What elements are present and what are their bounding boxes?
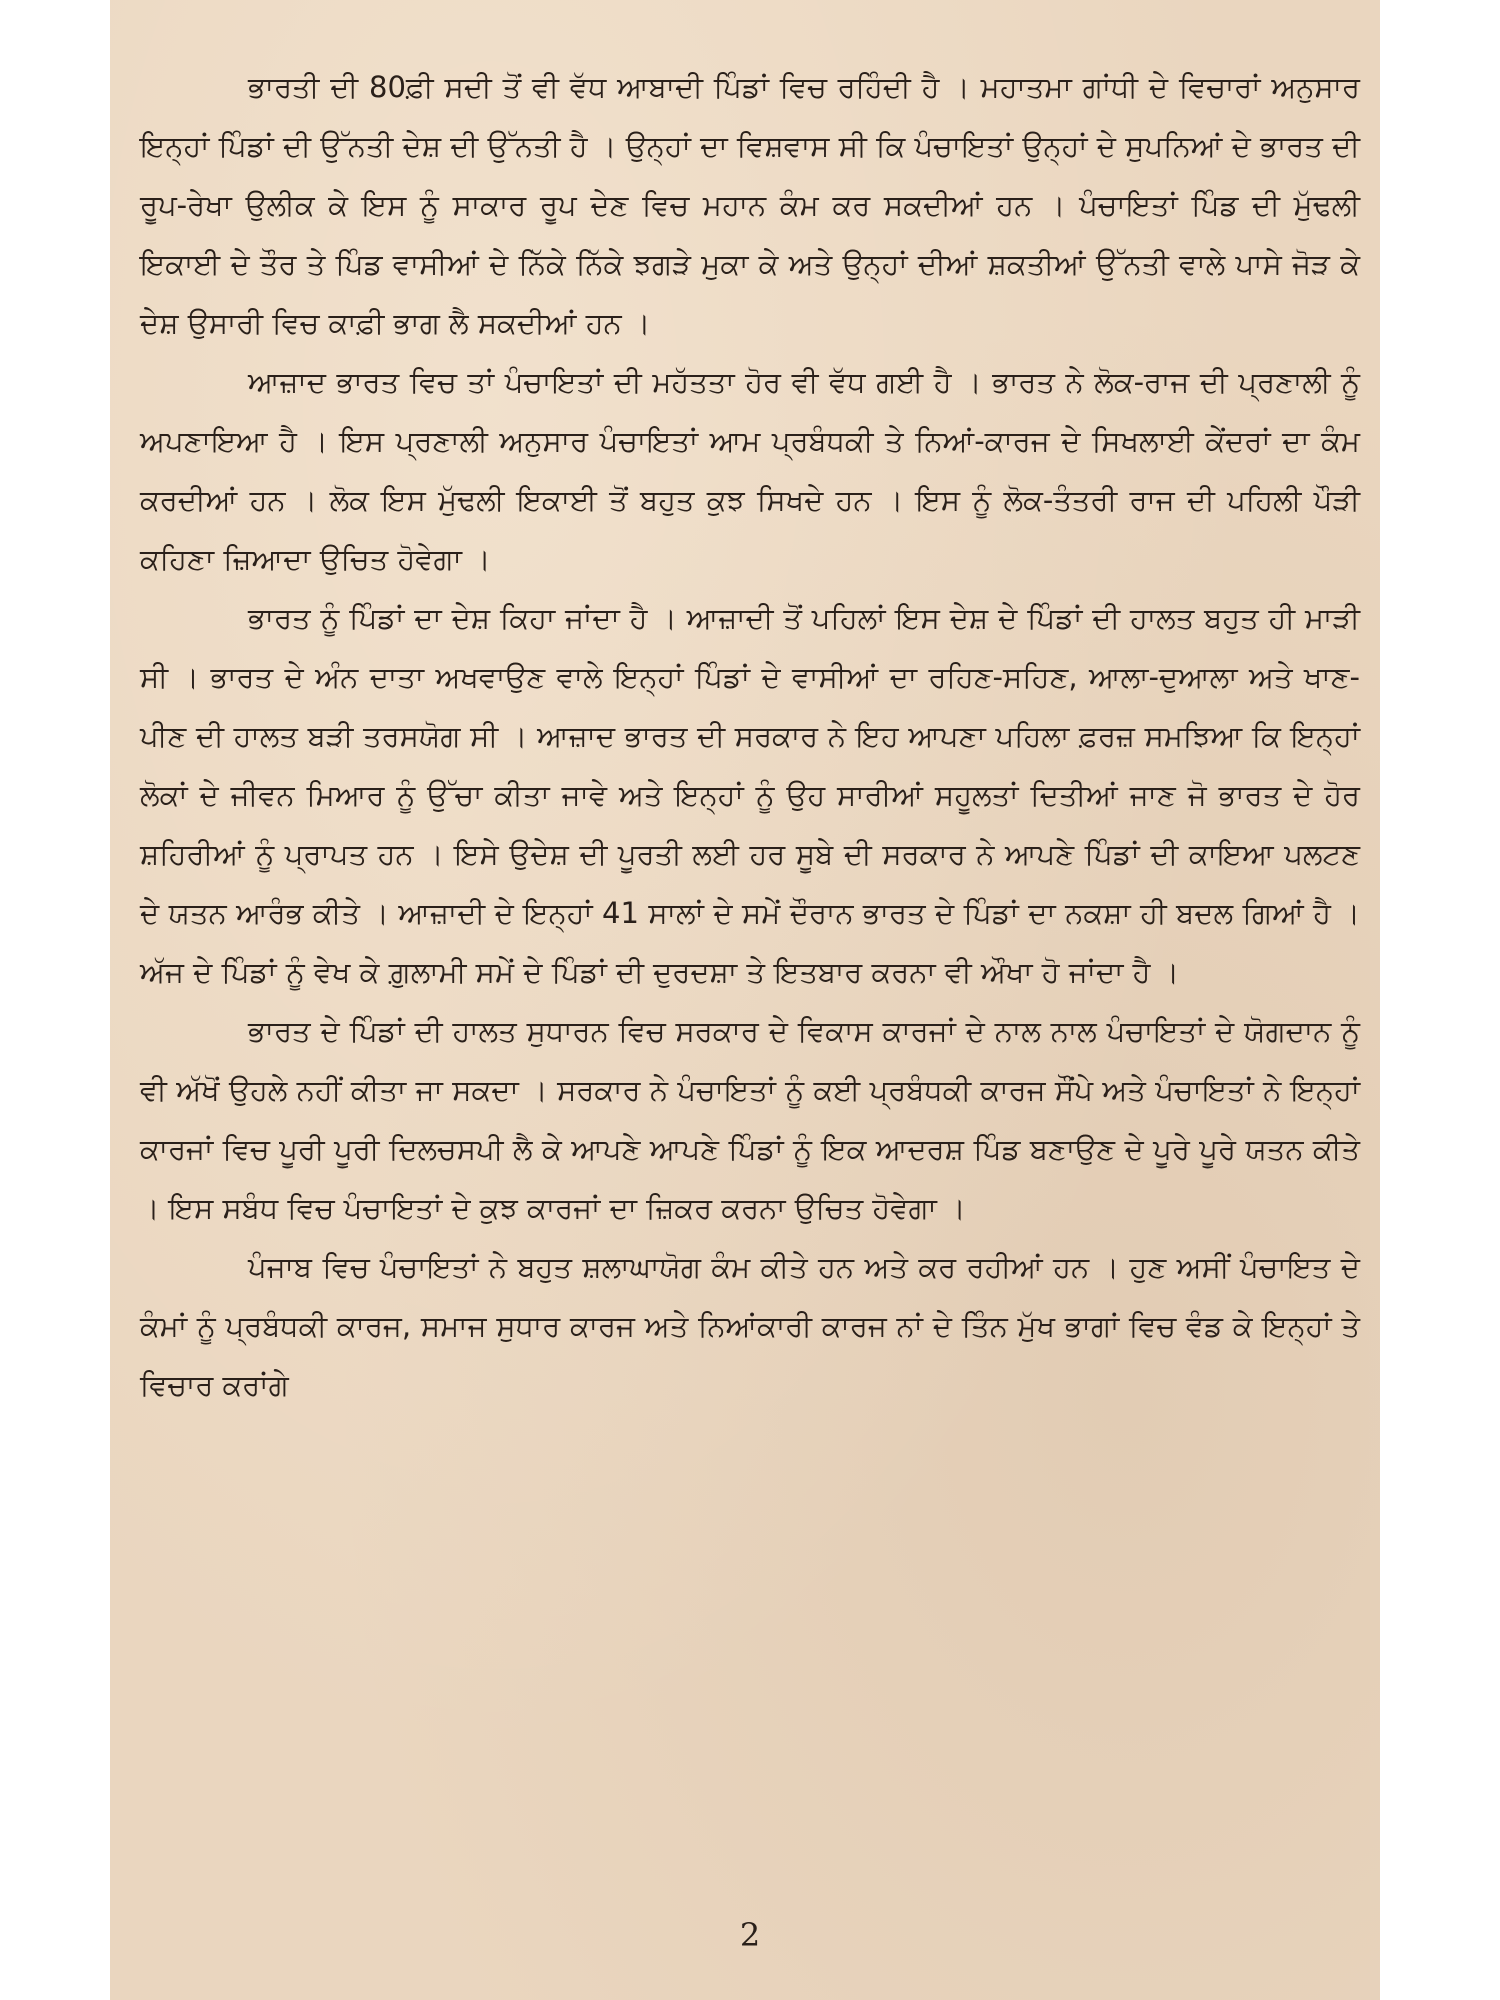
paragraph-3: ਭਾਰਤ ਨੂੰ ਪਿੰਡਾਂ ਦਾ ਦੇਸ਼ ਕਿਹਾ ਜਾਂਦਾ ਹੈ । ਆਜ਼ਾਦੀ ਤੋਂ ਪਹਿਲਾਂ ਇਸ ਦੇਸ਼ ਦੇ ਪਿੰਡਾਂ ਦੀ ਹਾਲਤ ਬਹੁਤ ਹੀ ਮਾੜੀ ਸੀ । ਭਾਰਤ ਦੇ ਅੰਨ ਦਾਤਾ ਅਖਵਾਉਣ ਵਾਲੇ ਇਨ੍ਹਾਂ ਪਿੰਡਾਂ ਦੇ ਵਾਸੀਆਂ ਦਾ ਰਹਿਣ-ਸਹਿਣ, ਆਲਾ-ਦੁਆਲਾ ਅਤੇ ਖਾਣ-ਪੀਣ ਦੀ ਹਾਲਤ ਬੜੀ ਤਰਸਯੋਗ ਸੀ । ਆਜ਼ਾਦ ਭਾਰਤ ਦੀ ਸਰਕਾਰ ਨੇ ਇਹ ਆਪਣਾ ਪਹਿਲਾ ਫ਼ਰਜ਼ ਸਮਝਿਆ ਕਿ ਇਨ੍ਹਾਂ ਲੋਕਾਂ ਦੇ ਜੀਵਨ ਮਿਆਰ ਨੂੰ ਉੱਚਾ ਕੀਤਾ ਜਾਵੇ ਅਤੇ ਇਨ੍ਹਾਂ ਨੂੰ ਉਹ ਸਾਰੀਆਂ ਸਹੂਲਤਾਂ ਦਿਤੀਆਂ ਜਾਣ ਜੋ ਭਾਰਤ ਦੇ ਹੋਰ ਸ਼ਹਿਰੀਆਂ ਨੂੰ ਪ੍ਰਾਪਤ ਹਨ । ਇਸੇ ਉਦੇਸ਼ ਦੀ ਪੂਰਤੀ ਲਈ ਹਰ ਸੂਬੇ ਦੀ ਸਰਕਾਰ ਨੇ ਆਪਣੇ ਪਿੰਡਾਂ ਦੀ ਕਾਇਆ ਪਲਟਣ ਦੇ ਯਤਨ ਆਰੰਭ ਕੀਤੇ । ਆਜ਼ਾਦੀ ਦੇ ਇਨ੍ਹਾਂ 41 ਸਾਲਾਂ ਦੇ ਸਮੇਂ ਦੌਰਾਨ ਭਾਰਤ ਦੇ ਪਿੰਡਾਂ ਦਾ ਨਕਸ਼ਾ ਹੀ ਬਦਲ ਗਿਆਂ ਹੈ । ਅੱਜ ਦੇ ਪਿੰਡਾਂ ਨੂੰ ਵੇਖ ਕੇ ਗ਼ੁਲਾਮੀ ਸਮੇਂ ਦੇ ਪਿੰਡਾਂ ਦੀ ਦੁਰਦਸ਼ਾ ਤੇ ਇਤਬਾਰ ਕਰਨਾ ਵੀ ਔਖਾ ਹੋ ਜਾਂਦਾ ਹੈ । bbox=[140, 601, 1360, 989]
paragraph-2: ਆਜ਼ਾਦ ਭਾਰਤ ਵਿਚ ਤਾਂ ਪੰਚਾਇਤਾਂ ਦੀ ਮਹੱਤਤਾ ਹੋਰ ਵੀ ਵੱਧ ਗਈ ਹੈ । ਭਾਰਤ ਨੇ ਲੋਕ-ਰਾਜ ਦੀ ਪ੍ਰਣਾਲੀ ਨੂੰ ਅਪਣਾਇਆ ਹੈ । ਇਸ ਪ੍ਰਣਾਲੀ ਅਨੁਸਾਰ ਪੰਚਾਇਤਾਂ ਆਮ ਪ੍ਰਬੰਧਕੀ ਤੇ ਨਿਆਂ-ਕਾਰਜ ਦੇ ਸਿਖਲਾਈ ਕੇਂਦਰਾਂ ਦਾ ਕੰਮ ਕਰਦੀਆਂ ਹਨ । ਲੋਕ ਇਸ ਮੁੱਢਲੀ ਇਕਾਈ ਤੋਂ ਬਹੁਤ ਕੁਝ ਸਿਖਦੇ ਹਨ । ਇਸ ਨੂੰ ਲੋਕ-ਤੰਤਰੀ ਰਾਜ ਦੀ ਪਹਿਲੀ ਪੌੜੀ ਕਹਿਣਾ ਜ਼ਿਆਦਾ ਉਚਿਤ ਹੋਵੇਗਾ । bbox=[140, 365, 1360, 576]
paragraph-5: ਪੰਜਾਬ ਵਿਚ ਪੰਚਾਇਤਾਂ ਨੇ ਬਹੁਤ ਸ਼ਲਾਘਾਯੋਗ ਕੰਮ ਕੀਤੇ ਹਨ ਅਤੇ ਕਰ ਰਹੀਆਂ ਹਨ । ਹੁਣ ਅਸੀਂ ਪੰਚਾਇਤ ਦੇ ਕੰਮਾਂ ਨੂੰ ਪ੍ਰਬੰਧਕੀ ਕਾਰਜ, ਸਮਾਜ ਸੁਧਾਰ ਕਾਰਜ ਅਤੇ ਨਿਆਂਕਾਰੀ ਕਾਰਜ ਨਾਂ ਦੇ ਤਿੰਨ ਮੁੱਖ ਭਾਗਾਂ ਵਿਚ ਵੰਡ ਕੇ ਇਨ੍ਹਾਂ ਤੇ ਵਿਚਾਰ ਕਰਾਂਗੇ bbox=[140, 1250, 1360, 1402]
paragraph-4: ਭਾਰਤ ਦੇ ਪਿੰਡਾਂ ਦੀ ਹਾਲਤ ਸੁਧਾਰਨ ਵਿਚ ਸਰਕਾਰ ਦੇ ਵਿਕਾਸ ਕਾਰਜਾਂ ਦੇ ਨਾਲ ਨਾਲ ਪੰਚਾਇਤਾਂ ਦੇ ਯੋਗਦਾਨ ਨੂੰ ਵੀ ਅੱਖੋਂ ਉਹਲੇ ਨਹੀਂ ਕੀਤਾ ਜਾ ਸਕਦਾ । ਸਰਕਾਰ ਨੇ ਪੰਚਾਇਤਾਂ ਨੂੰ ਕਈ ਪ੍ਰਬੰਧਕੀ ਕਾਰਜ ਸੌਂਪੇ ਅਤੇ ਪੰਚਾਇਤਾਂ ਨੇ ਇਨ੍ਹਾਂ ਕਾਰਜਾਂ ਵਿਚ ਪੂਰੀ ਪੂਰੀ ਦਿਲਚਸਪੀ ਲੈ ਕੇ ਆਪਣੇ ਆਪਣੇ ਪਿੰਡਾਂ ਨੂੰ ਇਕ ਆਦਰਸ਼ ਪਿੰਡ ਬਣਾਉਣ ਦੇ ਪੂਰੇ ਪੂਰੇ ਯਤਨ ਕੀਤੇ । ਇਸ ਸਬੰਧ ਵਿਚ ਪੰਚਾਇਤਾਂ ਦੇ ਕੁਝ ਕਾਰਜਾਂ ਦਾ ਜ਼ਿਕਰ ਕਰਨਾ ਉਚਿਤ ਹੋਵੇਗਾ । bbox=[140, 1014, 1360, 1225]
body-text bbox=[140, 58, 1360, 1415]
page-number: 2 bbox=[739, 1916, 761, 1954]
paragraph-1: ਭਾਰਤੀ ਦੀ 80ਫ਼ੀ ਸਦੀ ਤੋਂ ਵੀ ਵੱਧ ਆਬਾਦੀ ਪਿੰਡਾਂ ਵਿਚ ਰਹਿੰਦੀ ਹੈ । ਮਹਾਤਮਾ ਗਾਂਧੀ ਦੇ ਵਿਚਾਰਾਂ ਅਨੁਸਾਰ ਇਨ੍ਹਾਂ ਪਿੰਡਾਂ ਦੀ ਉੱਨਤੀ ਦੇਸ਼ ਦੀ ਉੱਨਤੀ ਹੈ । ਉਨ੍ਹਾਂ ਦਾ ਵਿਸ਼ਵਾਸ ਸੀ ਕਿ ਪੰਚਾਇਤਾਂ ਉਨ੍ਹਾਂ ਦੇ ਸੁਪਨਿਆਂ ਦੇ ਭਾਰਤ ਦੀ ਰੂਪ-ਰੇਖਾ ਉਲੀਕ ਕੇ ਇਸ ਨੂੰ ਸਾਕਾਰ ਰੂਪ ਦੇਣ ਵਿਚ ਮਹਾਨ ਕੰਮ ਕਰ ਸਕਦੀਆਂ ਹਨ । ਪੰਚਾਇਤਾਂ ਪਿੰਡ ਦੀ ਮੁੱਢਲੀ ਇਕਾਈ ਦੇ ਤੌਰ ਤੇ ਪਿੰਡ ਵਾਸੀਆਂ ਦੇ ਨਿੱਕੇ ਨਿੱਕੇ ਝਗੜੇ ਮੁਕਾ ਕੇ ਅਤੇ ਉਨ੍ਹਾਂ ਦੀਆਂ ਸ਼ਕਤੀਆਂ ਉੱਨਤੀ ਵਾਲੇ ਪਾਸੇ ਜੋੜ ਕੇ ਦੇਸ਼ ਉਸਾਰੀ ਵਿਚ ਕਾਫ਼ੀ ਭਾਗ ਲੈ ਸਕਦੀਆਂ ਹਨ । bbox=[140, 70, 1360, 340]
